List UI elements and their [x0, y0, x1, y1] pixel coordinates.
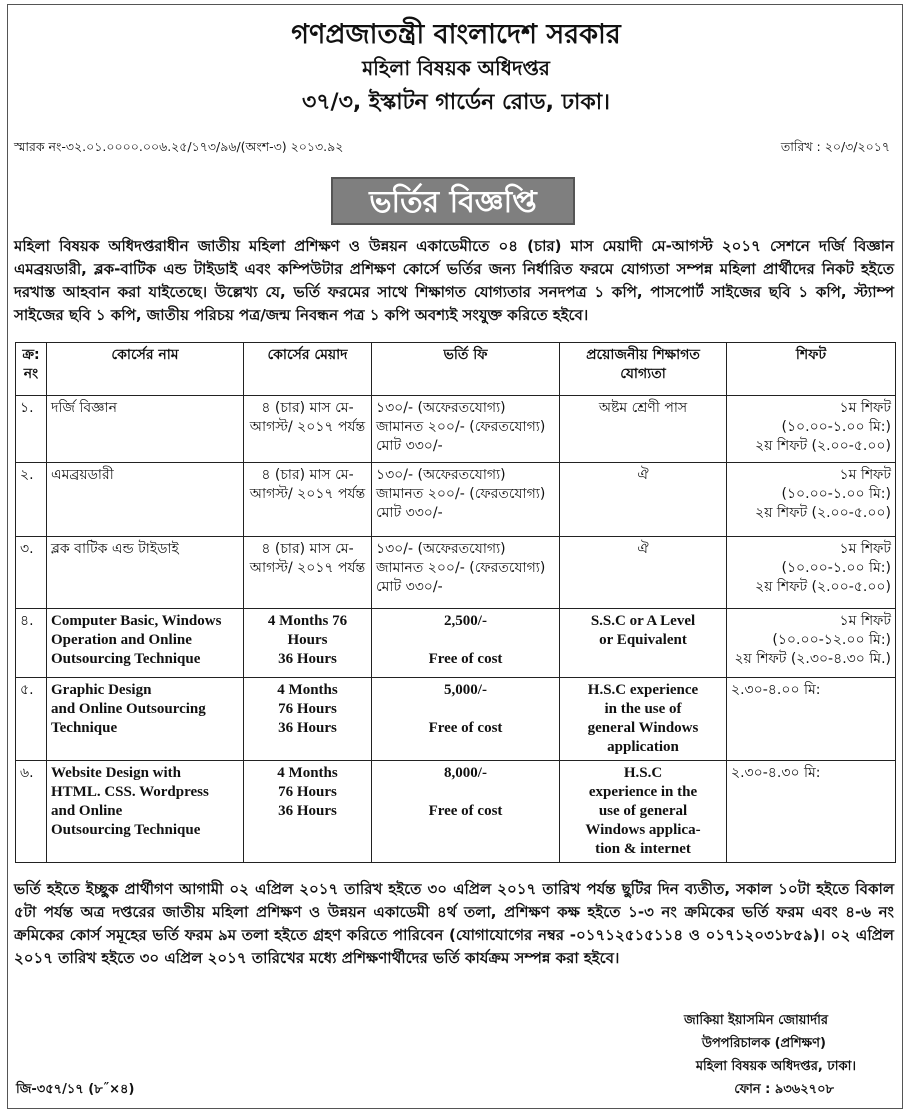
shift-line: ১ম শিফট: [839, 541, 891, 557]
cell-duration: [244, 678, 372, 761]
header-address: ৩৭/৩, ইস্কাটন গার্ডেন রোড, ঢাকা।: [301, 90, 611, 115]
duration-line: 36 Hours: [278, 720, 337, 736]
fee-line: ১৩০/- (অফেরতযোগ্য): [376, 400, 506, 416]
header-department: মহিলা বিষয়ক অধিদপ্তর: [362, 56, 550, 80]
signatory-designation: উপপরিচালক (প্রশিক্ষণ): [701, 1036, 826, 1051]
cell-shift: [727, 609, 896, 678]
cell-serial: ৬.: [16, 761, 47, 863]
cell-shift: [727, 396, 896, 463]
table-row: [16, 678, 896, 761]
cell-shift: [727, 537, 896, 609]
shift-line: ২য় শিফট (২.০০-৫.০০): [755, 579, 891, 595]
shift-line: ২য় শিফট (২.০০-৫.০০): [755, 505, 891, 521]
fee-line: জামানত ২০০/- (ফেরতযোগ্য): [376, 419, 546, 435]
intro-paragraph: মহিলা বিষয়ক অধিদপ্তরাধীন জাতীয় মহিলা প্রশিক্ষণ ও উন্নয়ন একাডেমীতে ০৪ (চার) মাস মেয়াদী মে-আগস্ট ২০১৭ সেশনে দর্জি বিজ্ঞান এমব্রয়ডারী, ব্লক-বাটিক এন্ড টাইডাই এবং কম্পিউটার প্রশিক্ষণ কোর্সে ভর্তির জন্য নির্ধারিত ফরমে যোগ্যতা সম্পন্ন মহিলা প্রার্থীদের নিকট হইতে দরখাস্ত আহবান করা যাইতেছে। উল্লেখ্য যে, ভর্তি ফরমের সাথে শিক্ষাগত যোগ্যতার সনদপত্র ১ কপি, পাসপোর্ট সাইজের ছবি ১ কপি, স্ট্যাম্প সাইজের ছবি ১ কপি, জাতীয় পরিচয় পত্র/জন্ম নিবন্ধন পত্র ১ কপি অবশ্যই সংযুক্ত করিতে হইবে।: [14, 237, 894, 324]
cell-fee: [372, 678, 560, 761]
table-header-row: [16, 343, 896, 396]
course-name-line: Graphic Design: [51, 682, 152, 698]
duration-line: 76 Hours: [278, 701, 337, 717]
cell-course-name: ব্লক বাটিক এন্ড টাইডাই: [47, 537, 244, 609]
course-name-line: Website Design with: [51, 765, 182, 781]
cell-fee: [372, 463, 560, 537]
duration-line: আগস্ট/ ২০১৭ পর্যন্ত: [249, 486, 366, 502]
fee-line: ১৩০/- (অফেরতযোগ্য): [376, 541, 506, 557]
cell-shift: [727, 678, 896, 761]
shift-line: (১০.০০-১.০০ মি:): [781, 486, 891, 502]
qualification-line: use of general: [598, 803, 688, 819]
cell-serial: ২.: [16, 463, 47, 537]
cell-shift: [727, 761, 896, 863]
duration-line: ৪ (চার) মাস মে-: [261, 467, 354, 483]
cell-serial: ৩.: [16, 537, 47, 609]
course-name-line: Outsourcing Technique: [51, 651, 201, 667]
signatory-name: জাকিয়া ইয়াসমিন জোয়ার্দার: [683, 1013, 828, 1028]
qualification-line: অষ্টম শ্রেণী পাস: [598, 400, 688, 416]
cell-course-name: [47, 609, 244, 678]
duration-line: ৪ (চার) মাস মে-: [261, 400, 354, 416]
notice-date: তারিখ : ২০/৩/২০১৭: [780, 139, 890, 154]
shift-line: ১ম শিফট: [839, 400, 891, 416]
qualification-line: ঐ: [637, 541, 649, 557]
shift-line: (১০.০০-১.০০ মি:): [781, 419, 891, 435]
qualification-line: experience in the: [588, 784, 698, 800]
shift-line: (১০.০০-১.০০ মি:): [781, 560, 891, 576]
duration-line: 36 Hours: [278, 803, 337, 819]
cell-duration: [244, 463, 372, 537]
cell-serial: ৫.: [16, 678, 47, 761]
memo-number: স্মারক নং-৩২.০১.০০০০.০০৬.২৫/১৭৩/৯৬/(অংশ-৩) ২০১৩.৯২: [14, 139, 344, 154]
duration-line: 36 Hours: [278, 651, 337, 667]
fee-line: [376, 783, 555, 802]
fee-line: 5,000/-: [444, 682, 487, 698]
qualification-line: Windows applica-: [585, 822, 701, 838]
cell-qualification: [560, 537, 727, 609]
header-government: গণপ্রজাতন্ত্রী বাংলাদেশ সরকার: [291, 19, 621, 50]
fee-line: মোট ৩৩০/-: [376, 579, 443, 595]
duration-line: 4 Months: [277, 682, 338, 698]
qualification-line: general Windows: [587, 720, 699, 736]
cell-qualification: [560, 761, 727, 863]
qualification-line: ঐ: [637, 467, 649, 483]
cell-fee: [372, 761, 560, 863]
cell-fee: [372, 537, 560, 609]
header-course-name: কোর্সের নাম: [47, 343, 244, 396]
qualification-line: H.S.C experience: [587, 682, 699, 698]
duration-line: আগস্ট/ ২০১৭ পর্যন্ত: [249, 419, 366, 435]
course-name-line: HTML. CSS. Wordpress: [51, 784, 209, 800]
notice-title-banner: ভর্তির বিজ্ঞপ্তি: [331, 177, 575, 225]
cell-duration: [244, 609, 372, 678]
cell-duration: [244, 761, 372, 863]
qualification-line: application: [607, 739, 679, 755]
print-code: জি-৩৫৭/১৭ (৮˝×৪): [16, 1082, 135, 1097]
shift-line: ১ম শিফট: [839, 467, 891, 483]
duration-line: 4 Months 76: [267, 613, 348, 629]
qualification-line: or Equivalent: [599, 632, 687, 648]
fee-line: Free of cost: [428, 651, 503, 667]
duration-line: Hours: [287, 632, 328, 648]
cell-fee: [372, 396, 560, 463]
cell-shift: [727, 463, 896, 537]
shift-line: ২য় শিফট (২.০০-৫.০০): [755, 438, 891, 454]
cell-serial: ৪.: [16, 609, 47, 678]
course-name-line: and Online Outsourcing: [51, 701, 206, 717]
qualification-line: H.S.C: [623, 765, 663, 781]
signatory-office: মহিলা বিষয়ক অধিদপ্তর, ঢাকা।: [695, 1059, 856, 1074]
cell-qualification: [560, 609, 727, 678]
cell-qualification: [560, 463, 727, 537]
header-shift: শিফট: [727, 343, 896, 396]
fee-line: মোট ৩৩০/-: [376, 505, 443, 521]
table-row: [16, 396, 896, 463]
header-fee: ভর্তি ফি: [372, 343, 560, 396]
qualification-line: in the use of: [604, 701, 682, 717]
fee-line: [376, 700, 555, 719]
cell-course-name: এমব্রয়ডারী: [47, 463, 244, 537]
header-qualification: প্রয়োজনীয় শিক্ষাগত যোগ্যতা: [560, 343, 727, 396]
courses-table: [15, 342, 896, 863]
shift-line: ১ম শিফট: [839, 613, 891, 629]
cell-course-name: [47, 761, 244, 863]
cell-serial: ১.: [16, 396, 47, 463]
course-name-line: and Online: [51, 803, 123, 819]
shift-line: ২.৩০-৪.০০ মি:: [731, 682, 821, 698]
fee-line: জামানত ২০০/- (ফেরতযোগ্য): [376, 560, 546, 576]
cell-course-name: দর্জি বিজ্ঞান: [47, 396, 244, 463]
table-row: [16, 609, 896, 678]
course-name-line: Computer Basic, Windows: [51, 613, 222, 629]
cell-duration: [244, 396, 372, 463]
course-name-line: Outsourcing Technique: [51, 822, 201, 838]
course-name-line: Technique: [51, 720, 118, 736]
shift-line: ২য় শিফট (২.৩০-৪.৩০ মি.): [734, 651, 891, 667]
instructions-paragraph: ভর্তি হইতে ইচ্ছুক প্রার্থীগণ আগামী ০২ এপ্রিল ২০১৭ তারিখ হইতে ৩০ এপ্রিল ২০১৭ তারিখ পর্যন্ত ছুটির দিন ব্যতীত, সকাল ১০টা হইতে বিকাল ৫টা পর্যন্ত অত্র দপ্তরের জাতীয় মহিলা প্রশিক্ষণ ও উন্নয়ন একাডেমী ৪র্থ তলা, প্রশিক্ষণ কক্ষ হইতে ১-৩ নং ক্রমিকের ভর্তি ফরম এবং ৪-৬ নং ক্রমিকের কোর্স সমূহের ভর্তি ফরম ৯ম তলা হইতে গ্রহণ করিতে পারিবেন (যোগাযোগের নম্বর -০১৭১২৫১৫১১৪ ও ০১৭১২০৩১৮৫৯)। ০২ এপ্রিল ২০১৭ তারিখ হইতে ৩০ এপ্রিল ২০১৭ তারিখের মধ্যে প্রশিক্ষণার্থীদের ভর্তি কার্যক্রম সম্পন্ন করা হইবে।: [14, 880, 894, 967]
fee-line: 2,500/-: [444, 613, 487, 629]
table-row: [16, 537, 896, 609]
fee-line: মোট ৩৩০/-: [376, 438, 443, 454]
fee-line: ১৩০/- (অফেরতযোগ্য): [376, 467, 506, 483]
duration-line: 4 Months: [277, 765, 338, 781]
contact-phone: ফোন : ৯৩৬২৭০৮: [734, 1082, 834, 1097]
header-serial: ক্র: নং: [16, 343, 47, 396]
cell-course-name: [47, 678, 244, 761]
cell-qualification: [560, 678, 727, 761]
duration-line: 76 Hours: [278, 784, 337, 800]
fee-line: [376, 631, 555, 650]
cell-duration: [244, 537, 372, 609]
shift-line: ২.৩০-৪.৩০ মি:: [731, 765, 821, 781]
shift-line: (১০.০০-১২.০০ মি:): [772, 632, 891, 648]
header-duration: কোর্সের মেয়াদ: [244, 343, 372, 396]
cell-qualification: [560, 396, 727, 463]
course-name-line: Operation and Online: [51, 632, 192, 648]
fee-line: Free of cost: [428, 720, 503, 736]
duration-line: ৪ (চার) মাস মে-: [261, 541, 354, 557]
duration-line: আগস্ট/ ২০১৭ পর্যন্ত: [249, 560, 366, 576]
fee-line: 8,000/-: [444, 765, 487, 781]
qualification-line: S.S.C or A Level: [590, 613, 696, 629]
fee-line: জামানত ২০০/- (ফেরতযোগ্য): [376, 486, 546, 502]
cell-fee: [372, 609, 560, 678]
table-row: [16, 463, 896, 537]
qualification-line: tion & internet: [595, 841, 691, 857]
fee-line: Free of cost: [428, 803, 503, 819]
table-row: [16, 761, 896, 863]
